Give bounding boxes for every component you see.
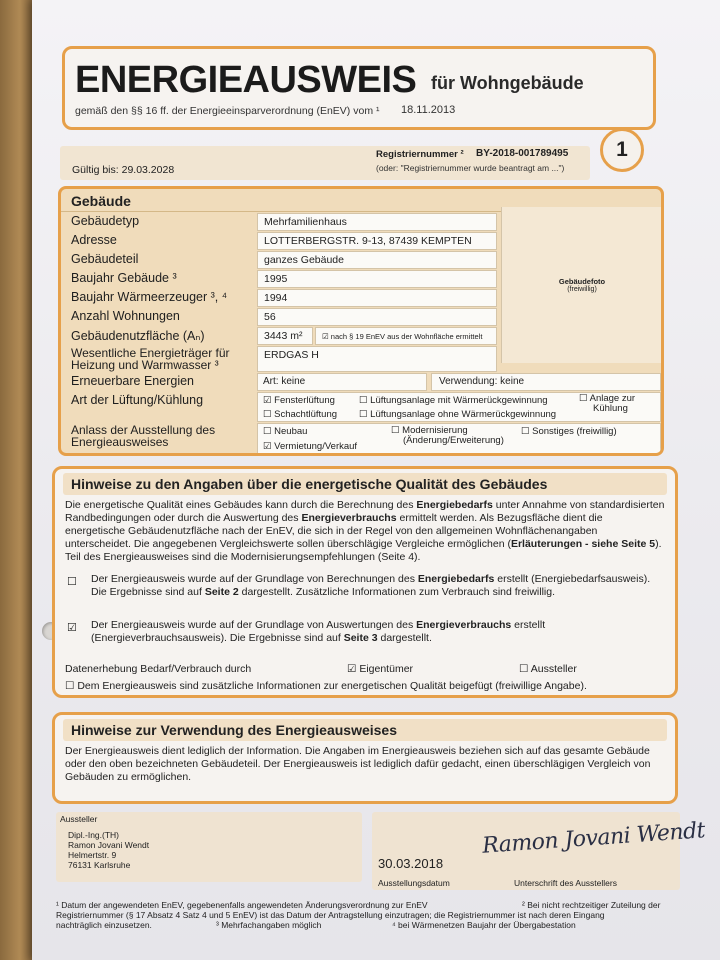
footnote-1: ¹ Datum der angewendeten EnEV, gegebenenfalls angewendeten Änderungsverordnung zur EnEV bbox=[56, 900, 428, 910]
issuer-signature: Ramon Jovani Wendt bbox=[481, 818, 706, 859]
footnote-2-cont: Registriernummer (§ 17 Absatz 4 Satz 4 und 5 EnEV) ist das Datum der Antragstellung einzutragen; die Registriernummer ist nach deren Eingang bbox=[56, 910, 605, 920]
quality-notes-section bbox=[52, 466, 678, 698]
registry-note: (oder: "Registriernummer wurde beantragt am ...") bbox=[376, 163, 565, 173]
usage-notes-section bbox=[52, 712, 678, 804]
quality-notes-title: Hinweise zu den Angaben über die energetische Qualität des Gebäudes bbox=[71, 476, 548, 492]
legal-basis: gemäß den §§ 16 ff. der Energieeinsparverordnung (EnEV) vom ¹ bbox=[75, 105, 380, 117]
vent-window: ☑ Fensterlüftung bbox=[263, 395, 335, 406]
legal-date: 18.11.2013 bbox=[401, 104, 456, 116]
footnote-4: ⁴ bei Wärmenetzen Baujahr der Übergabestation bbox=[392, 920, 576, 930]
valid-until: Gültig bis: 29.03.2028 bbox=[72, 164, 175, 176]
row-ventilation: Art der Lüftung/Kühlung ☑ Fensterlüftung ☐ Schachtlüftung ☐ Lüftungsanlage mit Wärmerückgewinnung ☐ Lüftungsanlage ohne Wärmerückgewinnung ☐ Anlage zur Kühlung bbox=[61, 392, 661, 422]
demand-checkbox: ☐ bbox=[67, 576, 77, 588]
document-subtitle: für Wohngebäude bbox=[431, 73, 584, 93]
validity-bar bbox=[60, 146, 590, 180]
issuer-address: Dipl.-Ing.(TH) Ramon Jovani Wendt Helmertstr. 9 76131 Karlsruhe bbox=[68, 830, 150, 870]
option-demand: Der Energieausweis wurde auf der Grundlage von Berechnungen des Energiebedarfs erstellt (Energiebedarfsausweis). Die Ergebnisse sind auf Seite 2 dargestellt. Zusätzliche Informationen zum Verbrauch sind freiwillig. bbox=[91, 573, 651, 598]
row-address: Adresse LOTTERBERGSTR. 9-13, 87439 KEMPTEN bbox=[61, 232, 661, 250]
issue-date: 30.03.2018 bbox=[378, 856, 444, 871]
vent-with-recovery: ☐ Lüftungsanlage mit Wärmerückgewinnung bbox=[359, 395, 548, 406]
cooling-option: ☐ Anlage zur bbox=[579, 393, 636, 404]
data-by-issuer: ☐ Aussteller bbox=[519, 663, 577, 675]
header-box bbox=[62, 46, 656, 130]
reason-new-building: ☐ Neubau bbox=[263, 426, 308, 437]
reason-modernization: ☐ Modernisierung bbox=[391, 425, 468, 436]
footnote-2-end: nachträglich einzusetzen. bbox=[56, 920, 152, 930]
cooling-option-line2: Kühlung bbox=[593, 403, 628, 414]
signature-box bbox=[372, 812, 706, 890]
area-note: ☑ nach § 19 EnEV aus der Wohnfläche ermittelt bbox=[315, 327, 497, 345]
usage-notes-text: Der Energieausweis dient lediglich der Information. Die Angaben im Energieausweis beziehen sich auf das gesamte Gebäude oder den oben bezeichneten Gebäudeteil. Der Energieausweis ist lediglich dafür gedacht, einen überschlägigen Vergleich von Gebäuden zu ermöglichen. bbox=[65, 745, 651, 783]
registry-label: Registriernummer ² bbox=[376, 149, 464, 160]
page-number-badge: 1 bbox=[600, 128, 644, 172]
row-building-type: Gebäudetyp Mehrfamilienhaus bbox=[61, 213, 661, 231]
row-usable-area: Gebäudenutzfläche (Aₙ) 3443 m² ☑ nach § 19 EnEV aus der Wohnfläche ermittelt bbox=[61, 327, 661, 345]
reason-other: ☐ Sonstiges (freiwillig) bbox=[521, 426, 617, 437]
additional-info: ☐ Dem Energieausweis sind zusätzliche Informationen zur energetischen Qualität beigefügt (freiwillige Angabe). bbox=[65, 680, 587, 692]
signature-label: Unterschrift des Ausstellers bbox=[514, 878, 617, 888]
footnote-2: ² Bei nicht rechtzeitiger Zuteilung der bbox=[522, 900, 661, 910]
row-energy-carrier: Wesentliche Energieträger für Heizung und Warmwasser ³ ERDGAS H bbox=[61, 346, 661, 372]
quality-notes-text: Die energetische Qualität eines Gebäudes kann durch die Berechnung des Energiebedarfs unter Annahme von standardisierten Randbedingungen oder durch die Auswertung des Energieverbrauchs ermittelt werden. Als Bezugsfläche dient die energetische Gebäudenutzfläche nach der EnEV, die sich in der Regel von den allgemeinen Wohnflächenangaben unterscheidet. Die angegebenen Vergleichswerte sollen überschlägige Vergleiche ermöglichen (Erläuterungen - siehe Seite 5). Teil des Energieausweises sind die Modernisierungsempfehlungen (Seite 4). bbox=[65, 499, 665, 563]
building-section bbox=[58, 186, 664, 456]
reason-rental-sale: ☑ Vermietung/Verkauf bbox=[263, 441, 358, 452]
row-reason: Anlass der Ausstellung des Energieausweises ☐ Neubau ☑ Vermietung/Verkauf ☐ Modernisierung (Änderung/Erweiterung) ☐ Sonstiges (freiwillig) bbox=[61, 423, 661, 455]
renewables-type: Art: keine bbox=[263, 376, 306, 387]
usage-notes-title: Hinweise zur Verwendung des Energieausweises bbox=[71, 722, 398, 738]
consumption-checkbox: ☑ bbox=[67, 622, 77, 634]
building-photo-area: Gebäudefoto (freiwillig) bbox=[501, 207, 661, 363]
data-by-owner: ☑ Eigentümer bbox=[347, 663, 414, 675]
row-heater-year: Baujahr Wärmeerzeuger ³, ⁴ 1994 bbox=[61, 289, 661, 307]
issuer-box bbox=[56, 812, 362, 882]
option-consumption: Der Energieausweis wurde auf der Grundlage von Auswertungen des Energieverbrauchs erstellt (Energieverbrauchsausweis). Die Ergebnisse sind auf Seite 3 dargestellt. bbox=[91, 619, 546, 644]
vent-without-recovery: ☐ Lüftungsanlage ohne Wärmerückgewinnung bbox=[359, 409, 557, 420]
document-title: ENERGIEAUSWEIS bbox=[75, 59, 417, 101]
row-construction-year: Baujahr Gebäude ³ 1995 bbox=[61, 270, 661, 288]
issue-date-label: Ausstellungsdatum bbox=[378, 878, 450, 888]
vent-shaft: ☐ Schachtlüftung bbox=[263, 409, 338, 420]
registry-number: BY-2018-001789495 bbox=[476, 148, 569, 159]
renewables-use: Verwendung: keine bbox=[439, 376, 525, 387]
footnote-3: ³ Mehrfachangaben möglich bbox=[216, 920, 322, 930]
row-building-part: Gebäudeteil ganzes Gebäude bbox=[61, 251, 661, 269]
building-title: Gebäude bbox=[71, 193, 131, 209]
data-collection-label: Datenerhebung Bedarf/Verbrauch durch bbox=[65, 663, 252, 675]
row-apartments: Anzahl Wohnungen 56 bbox=[61, 308, 661, 326]
row-renewables: Erneuerbare Energien Art: keine Verwendung: keine bbox=[61, 373, 661, 391]
issuer-label: Aussteller bbox=[60, 814, 98, 824]
reason-modernization-line2: (Änderung/Erweiterung) bbox=[403, 435, 504, 446]
